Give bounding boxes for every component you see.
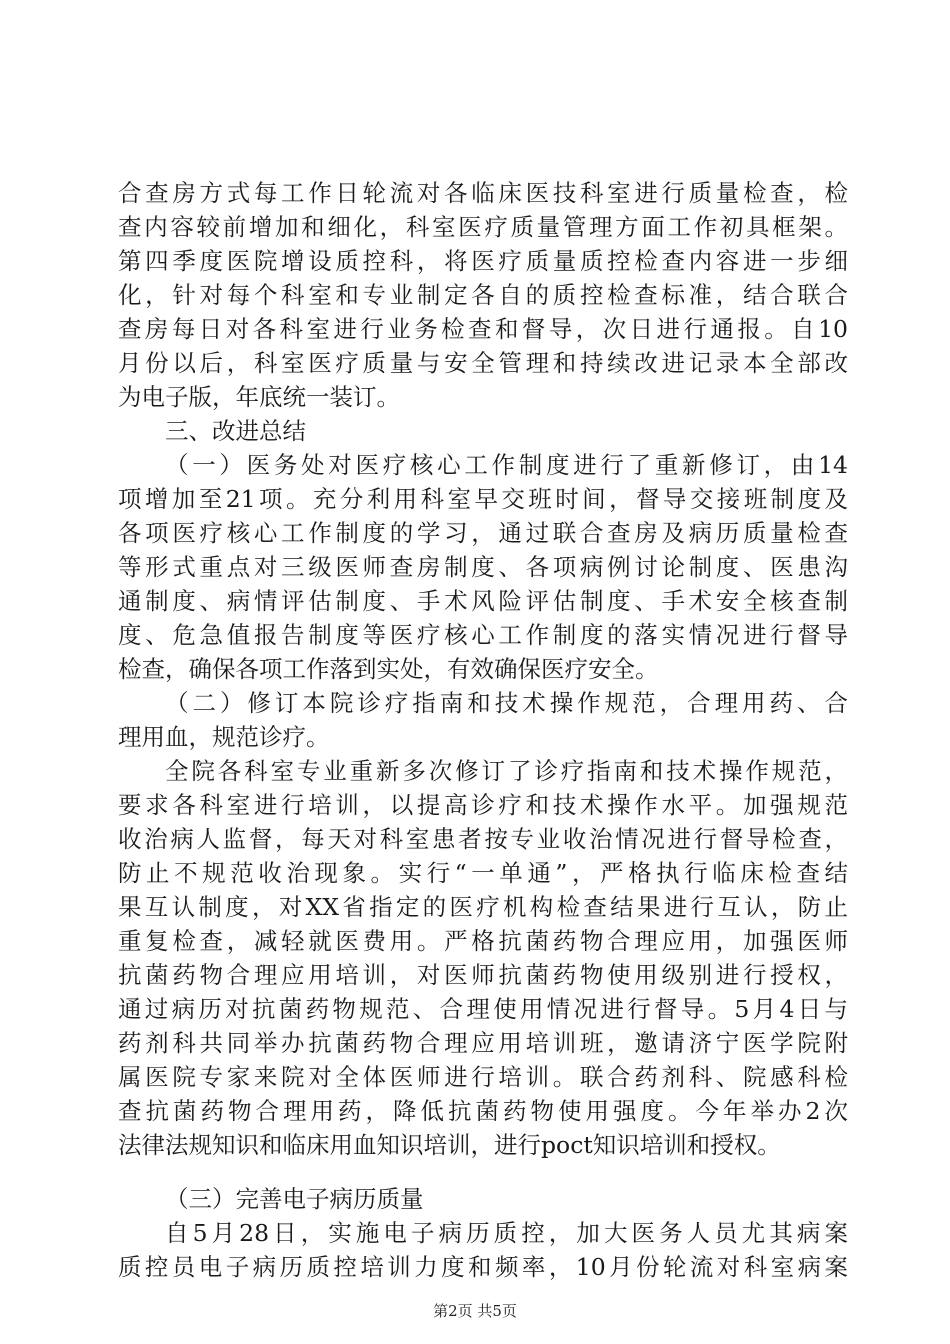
body-text-line: 通制度、病情评估制度、手术风险评估制度、手术安全核查制 [118,587,848,615]
body-text-line: 理用血，规范诊疗。 [118,723,330,751]
body-text-line: 查抗菌药物合理用药，降低抗菌药物使用强度。今年举办2次 [118,1097,848,1125]
body-text-line: 度、危急值报告制度等医疗核心工作制度的落实情况进行督导 [118,621,848,649]
body-text-line: 属医院专家来院对全体医师进行培训。联合药剂科、院感科检 [118,1063,848,1091]
page-number: 第2页 共5页 [433,1302,517,1320]
body-text-line: 各项医疗核心工作制度的学习，通过联合查房及病历质量检查 [118,519,848,547]
body-text-line: 项增加至21项。充分利用科室早交班时间，督导交接班制度及 [118,485,848,513]
section-heading: （三）完善电子病历质量 [165,1185,424,1213]
body-text-line: 防止不规范收治现象。实行“一单通”，严格执行临床检查结 [118,859,848,887]
body-text-line: （二）修订本院诊疗指南和技术操作规范，合理用药、合 [165,689,848,717]
body-text-line: 果互认制度，对XX省指定的医疗机构检查结果进行互认，防止 [118,893,848,921]
body-text-line: 第四季度医院增设质控科，将医疗质量质控检查内容进一步细 [118,247,848,275]
body-text-line: 收治病人监督，每天对科室患者按专业收治情况进行督导检查， [118,825,848,853]
body-text-line: 全院各科室专业重新多次修订了诊疗指南和技术操作规范， [165,757,848,785]
body-text-line: 月份以后，科室医疗质量与安全管理和持续改进记录本全部改 [118,349,848,377]
body-text-line: 要求各科室进行培训，以提高诊疗和技术操作水平。加强规范 [118,791,848,819]
body-text-line: 为电子版，年底统一装订。 [118,383,400,411]
body-text-line: 自5月28日，实施电子病历质控，加大医务人员尤其病案 [165,1219,848,1247]
body-text-line: 法律法规知识和临床用血知识培训，进行poct知识培训和授权。 [118,1131,781,1159]
section-heading: 三、改进总结 [165,417,306,445]
body-text-line: 重复检查，减轻就医费用。严格抗菌药物合理应用，加强医师 [118,927,848,955]
body-text-line: 药剂科共同举办抗菌药物合理应用培训班，邀请济宁医学院附 [118,1029,848,1057]
body-text-line: 等形式重点对三级医师查房制度、各项病例讨论制度、医患沟 [118,553,848,581]
body-text-line: （一）医务处对医疗核心工作制度进行了重新修订，由14 [165,451,848,479]
body-text-line: 合查房方式每工作日轮流对各临床医技科室进行质量检查，检 [118,179,848,207]
body-text-line: 化，针对每个科室和专业制定各自的质控检查标准，结合联合 [118,281,848,309]
body-text-line: 质控员电子病历质控培训力度和频率，10月份轮流对科室病案 [118,1253,848,1281]
body-text-line: 查房每日对各科室进行业务检查和督导，次日进行通报。自10 [118,315,848,343]
body-text-line: 抗菌药物合理应用培训，对医师抗菌药物使用级别进行授权， [118,961,848,989]
body-text-line: 通过病历对抗菌药物规范、合理使用情况进行督导。5月4日与 [118,995,848,1023]
body-text-line: 检查，确保各项工作落到实处，有效确保医疗安全。 [118,655,659,683]
body-text-line: 查内容较前增加和细化，科室医疗质量管理方面工作初具框架。 [118,213,848,241]
